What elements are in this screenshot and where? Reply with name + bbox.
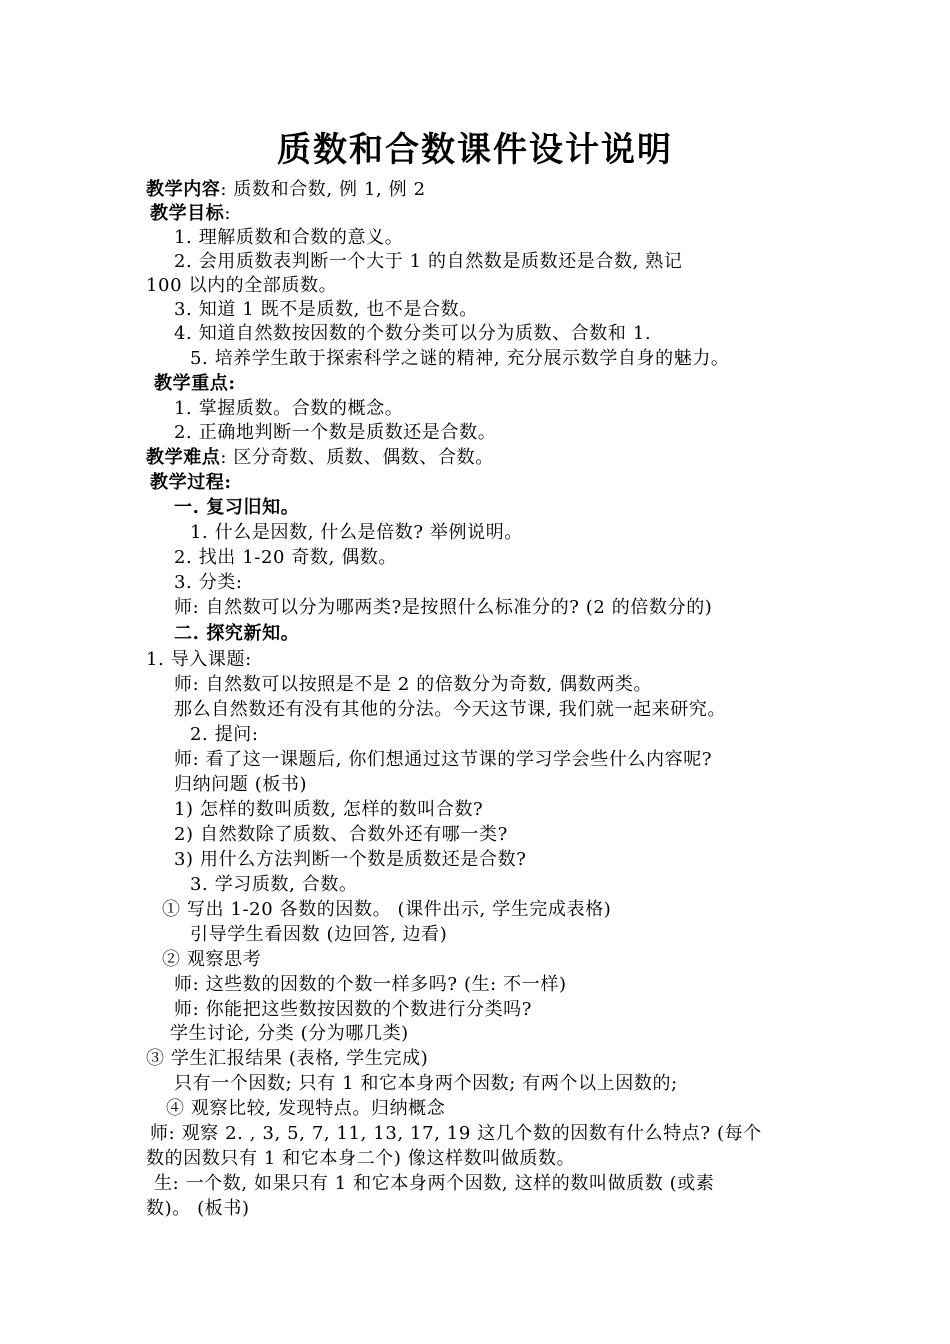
text-line: 生: 一个数, 如果只有 1 和它本身两个因数, 这样的数叫做质数 (或素 [154,1173,715,1194]
text-line: 1. 掌握质数。合数的概念。 [174,398,404,419]
text-line: ② 观察思考 [162,949,262,970]
text-line: 归纳问题 (板书) [174,774,308,795]
process-heading: 教学过程: [150,472,232,493]
text-line: ④ 观察比较, 发现特点。归纳概念 [166,1098,446,1119]
text-line: 3. 知道 1 既不是质数, 也不是合数。 [174,299,478,320]
page-title: 质数和合数课件设计说明 [277,130,673,170]
text-line: 2. 会用质数表判断一个大于 1 的自然数是质数还是合数, 熟记 [174,251,683,272]
line-text: : 质数和合数, 例 1, 例 2 [220,179,426,200]
line-label: 教学难点 [146,447,221,468]
line-text: : [224,203,232,224]
section-heading: 一. 复习旧知。 [174,497,300,518]
text-line: 师: 你能把这些数按因数的个数进行分类吗? [174,999,533,1020]
section-heading: 二. 探究新知。 [174,623,300,644]
text-line: 3. 分类: [174,572,243,593]
text-line: 2. 找出 1-20 奇数, 偶数。 [174,547,398,568]
text-line: 师: 自然数可以分为哪两类?是按照什么标准分的? (2 的倍数分的) [174,597,713,618]
line-label: 教学目标 [150,203,225,224]
text-line: 1) 怎样的数叫质数, 怎样的数叫合数? [174,799,484,820]
text-line: ① 写出 1-20 各数的因数。 (课件出示, 学生完成表格) [162,899,612,920]
text-line: 只有一个因数; 只有 1 和它本身两个因数; 有两个以上因数的; [174,1073,678,1094]
text-line: 4. 知道自然数按因数的个数分类可以分为质数、合数和 1. [174,323,652,344]
text-line: 3) 用什么方法判断一个数是质数还是合数? [174,849,527,870]
difficulty-line [146,446,494,470]
text-line: 学生讨论, 分类 (分为哪几类) [170,1023,409,1044]
text-line: 数的因数只有 1 和它本身二个) 像这样数叫做质数。 [146,1148,576,1169]
text-line: 5. 培养学生敢于探索科学之谜的精神, 充分展示数学自身的魅力。 [190,348,730,369]
text-line: 师: 自然数可以按照是不是 2 的倍数分为奇数, 偶数两类。 [174,674,653,695]
key-points-heading: 教学重点: [154,373,236,394]
text-line: 2. 正确地判断一个数是质数还是合数。 [174,422,497,443]
text-line: 师: 这些数的因数的个数一样多吗? (生: 不一样) [174,974,567,995]
text-line: 1. 什么是因数, 什么是倍数? 举例说明。 [190,522,523,543]
teaching-goals-heading [150,202,231,226]
line-text: : 区分奇数、质数、偶数、合数。 [220,447,494,468]
text-line: 1. 理解质数和合数的意义。 [174,227,404,248]
text-line: 3. 学习质数, 合数。 [190,874,358,895]
text-line: ③ 学生汇报结果 (表格, 学生完成) [146,1048,429,1069]
text-line: 2) 自然数除了质数、合数外还有哪一类? [174,824,508,845]
text-line: 100 以内的全部质数。 [146,275,338,296]
line-label: 教学内容 [146,179,221,200]
text-line: 1. 导入课题: [146,649,252,670]
text-line: 师: 看了这一课题后, 你们想通过这节课的学习学会些什么内容呢? [174,749,713,770]
text-line: 师: 观察 2. , 3, 5, 7, 11, 13, 17, 19 这几个数的因数有什么特点? (每个 [150,1123,762,1144]
text-line: 那么自然数还有没有其他的分法。今天这节课, 我们就一起来研究。 [174,699,727,720]
teaching-content-line [146,178,426,202]
text-line: 2. 提问: [190,724,259,745]
text-line: 引导学生看因数 (边回答, 边看) [190,924,448,945]
text-line: 数)。 (板书) [146,1198,250,1219]
